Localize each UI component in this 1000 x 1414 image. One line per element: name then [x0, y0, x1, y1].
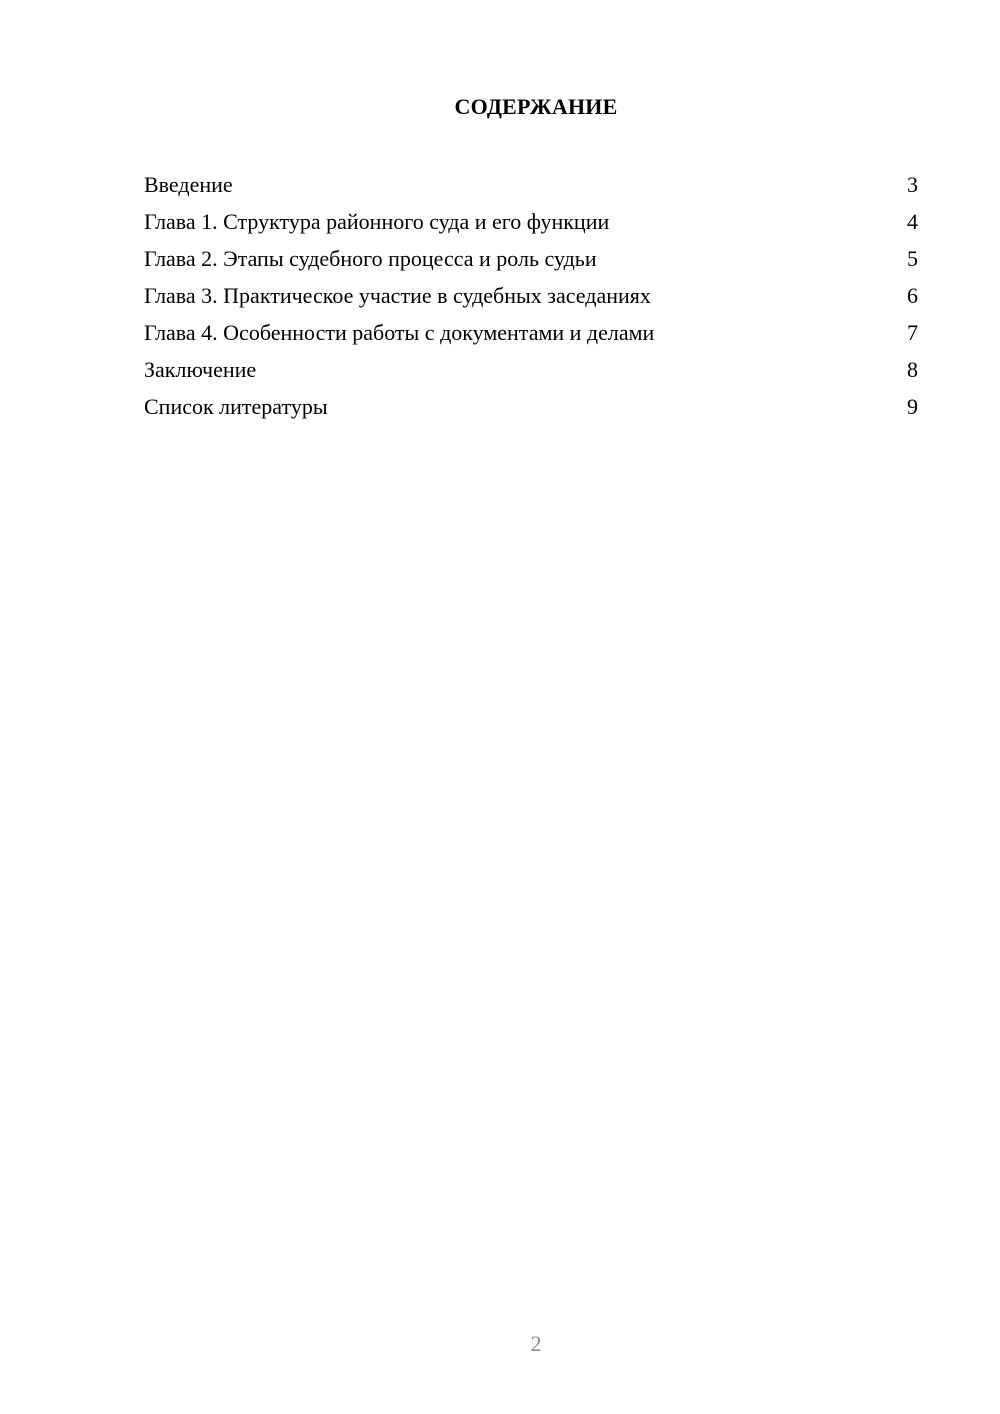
toc-entry-page: 4 — [907, 209, 918, 234]
toc-entry-introduction — [144, 168, 918, 205]
toc-entry-label: Глава 3. Практическое участие в судебных заседаниях — [144, 283, 651, 308]
toc-entry-chapter-3 — [144, 279, 918, 316]
toc-entry-label: Введение — [144, 172, 233, 197]
toc-entry-label: Глава 4. Особенности работы с документами и делами — [144, 320, 655, 345]
toc-entry-page: 6 — [907, 283, 918, 308]
table-of-contents — [144, 168, 918, 427]
toc-entry-conclusion — [144, 353, 918, 390]
page-title: СОДЕРЖАНИЕ — [454, 94, 618, 119]
toc-entry-chapter-4 — [144, 316, 918, 353]
toc-entry-label: Глава 1. Структура районного суда и его функции — [144, 209, 610, 234]
toc-entry-label: Заключение — [144, 357, 257, 382]
toc-entry-page: 9 — [907, 394, 918, 419]
toc-entry-chapter-2 — [144, 242, 918, 279]
toc-entry-label: Глава 2. Этапы судебного процесса и роль судьи — [144, 246, 597, 271]
toc-entry-page: 3 — [907, 172, 918, 197]
toc-entry-chapter-1 — [144, 205, 918, 242]
toc-entry-label: Список литературы — [144, 394, 328, 419]
toc-entry-page: 5 — [907, 246, 918, 271]
toc-entry-page: 7 — [907, 320, 918, 345]
page-number: 2 — [530, 1331, 542, 1356]
toc-entry-references — [144, 390, 918, 427]
toc-entry-page: 8 — [907, 357, 918, 382]
